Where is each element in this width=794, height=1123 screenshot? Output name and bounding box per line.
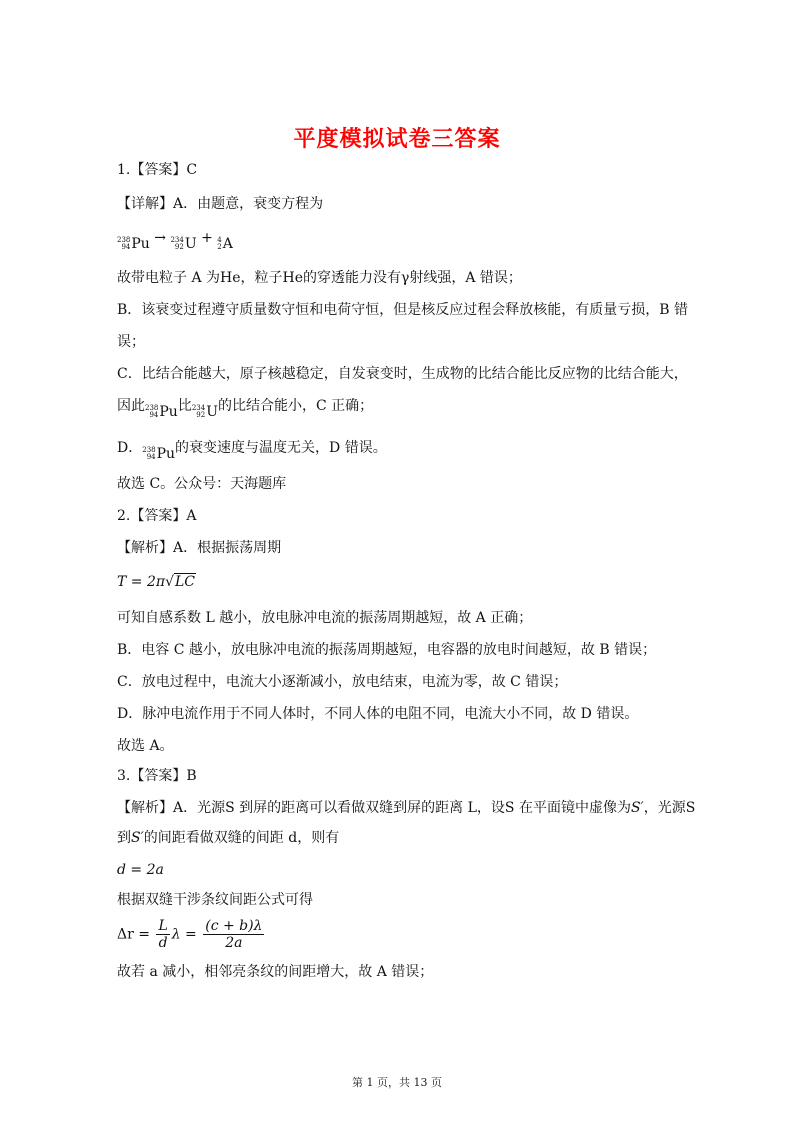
q1-answer: 1.【答案】C (117, 162, 198, 178)
q1-option-c-line1: C．比结合能越大，原子核越稳定，自发衰变时，生成物的比结合能比反应物的比结合能大， (117, 366, 688, 382)
q2-option-a: 可知自感系数 L 越小，放电脉冲电流的振荡周期越短，故 A 正确； (117, 610, 533, 626)
page-footer: 第 1 页，共 13 页 (352, 1076, 442, 1089)
q1-option-a: 故带电粒子 A 为He，粒子He的穿透能力没有γ射线强，A 错误； (117, 270, 522, 286)
q3-formula-intro: 根据双缝干涉条纹间距公式可得 (117, 892, 313, 908)
q1-detail-intro: 【详解】A．由题意，衰变方程为 (117, 196, 324, 212)
q2-period-formula: T = 2π√LC (117, 574, 196, 590)
q3-analysis-line1: 【解析】A．光源S 到屏的距离可以看做双缝到屏的距离 L，设S 在平面镜中虚像为S′，光源S (117, 800, 696, 816)
q3-answer: 3.【答案】B (117, 768, 197, 784)
q2-conclusion: 故选 A。 (117, 738, 174, 754)
q3-equation-d: d = 2a (117, 862, 164, 878)
q1-decay-equation: 238 94 Pu → 234 92 U + 4 2 A (117, 230, 233, 252)
page-title: 平度模拟试卷三答案 (293, 127, 501, 152)
q3-option-a: 故若 a 减小，相邻亮条纹的间距增大，故 A 错误； (117, 964, 434, 980)
q1-option-b-line2: 误； (117, 334, 145, 350)
q2-detail-intro: 【解析】A．根据振荡周期 (117, 540, 282, 556)
q3-fringe-spacing-formula: Δr = $\frac{L}{d}$ λ = $\frac{(c + b)\lambda}{2a}$ (117, 918, 263, 951)
q2-answer: 2.【答案】A (117, 508, 197, 524)
q1-option-b-line1: B．该衰变过程遵守质量数守恒和电荷守恒，但是核反应过程会释放核能，有质量亏损，B 错 (117, 302, 689, 318)
q2-option-d: D．脉冲电流作用于不同人体时，不同人体的电阻不同，电流大小不同，故 D 错误。 (117, 706, 639, 722)
q2-option-b: B．电容 C 越小，放电脉冲电流的振荡周期越短，电容器的放电时间越短，故 B 错误； (117, 642, 657, 658)
q3-analysis-line2: 到S′的间距看做双缝的间距 d，则有 (117, 830, 340, 846)
q1-conclusion: 故选 C。公众号：天海题库 (117, 476, 287, 492)
q1-option-d: D． 238 94 Pu 的衰变速度与温度无关，D 错误。 (117, 440, 387, 462)
q1-option-c-line2: 因此 238 94 Pu 比 234 92 U 的比结合能小，C 正确； (117, 398, 374, 420)
q2-option-c: C．放电过程中，电流大小逐渐减小，放电结束，电流为零，故 C 错误； (117, 674, 568, 690)
